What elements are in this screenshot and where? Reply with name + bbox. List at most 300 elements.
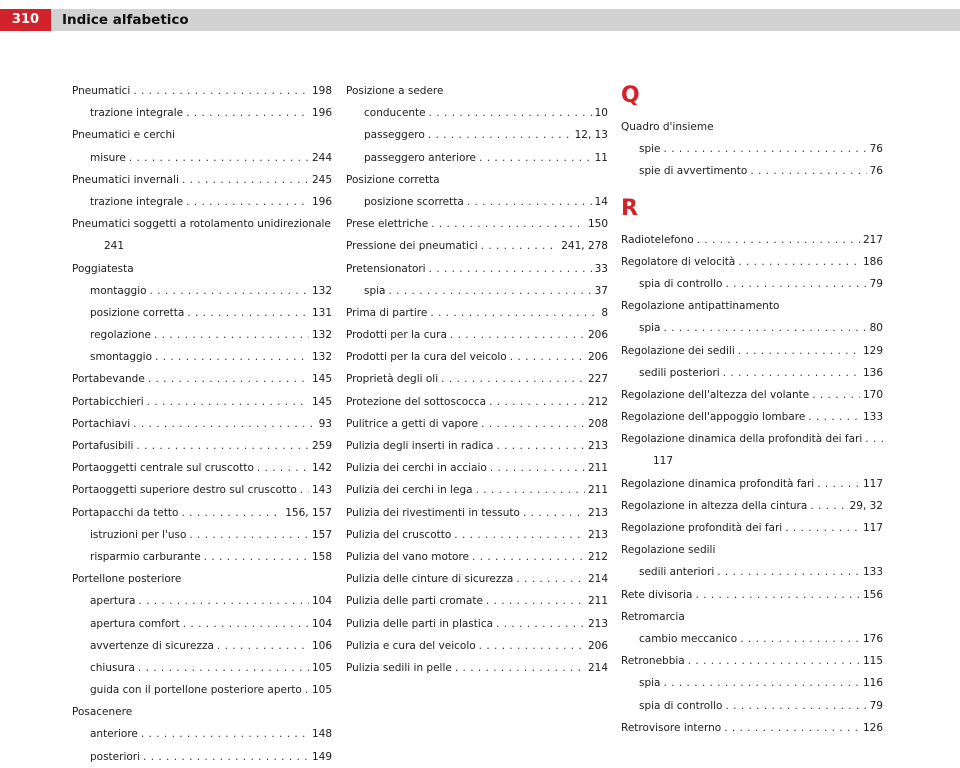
- index-page-ref: 129: [862, 344, 883, 357]
- index-page-ref: 145: [311, 395, 332, 408]
- index-term: spie: [639, 143, 661, 156]
- dot-leader: [428, 124, 572, 146]
- index-page-ref: 29, 32: [849, 499, 883, 512]
- dot-leader: [181, 502, 282, 524]
- index-term: Regolazione dinamica profondità fari: [621, 477, 815, 490]
- index-entry: [621, 650, 883, 672]
- index-term: Retromarcia: [621, 610, 685, 623]
- index-entry: [621, 138, 883, 160]
- index-term: Pulizia dei cerchi in lega: [346, 484, 473, 497]
- dot-leader: [429, 102, 592, 124]
- index-entry: [346, 191, 608, 213]
- index-term: conducente: [364, 107, 426, 120]
- section-letter-q: Q: [621, 83, 640, 108]
- index-page-ref: 211: [587, 595, 608, 608]
- index-entry: [346, 169, 608, 191]
- dot-leader: [725, 273, 866, 295]
- dot-leader: [724, 717, 860, 739]
- index-term: Regolazione dell'appoggio lombare: [621, 411, 806, 424]
- index-entry: [346, 213, 608, 235]
- index-page-ref: 117: [862, 522, 883, 534]
- index-page-ref: 104: [311, 595, 332, 608]
- index-term: Portafusibili: [72, 440, 134, 452]
- index-term: Retrovisore interno: [621, 721, 722, 734]
- index-term: Pulizia dei cerchi in acciaio: [346, 462, 487, 475]
- index-page-ref: 227: [587, 373, 608, 386]
- dot-leader: [136, 435, 309, 457]
- dot-leader: [450, 324, 585, 346]
- dot-leader: [183, 613, 309, 635]
- dot-leader: [523, 502, 585, 524]
- index-entry: [72, 457, 332, 479]
- index-entry: [72, 302, 332, 324]
- dot-leader: [717, 561, 860, 583]
- index-entry: [72, 324, 332, 346]
- dot-leader: [516, 568, 585, 590]
- dot-leader: [429, 258, 592, 280]
- dot-leader: [738, 340, 860, 362]
- index-page-ref: 133: [862, 411, 883, 424]
- index-entry: [346, 368, 608, 390]
- index-term: Regolazione sedili: [621, 544, 716, 557]
- index-entry: [621, 428, 883, 450]
- index-entry: [346, 502, 608, 524]
- index-page-ref: 106: [311, 639, 332, 652]
- index-column-3: [621, 80, 883, 739]
- index-entry: [621, 495, 883, 517]
- dot-leader: [481, 413, 585, 435]
- index-page-ref: 214: [587, 573, 608, 586]
- index-term: posizione scorretta: [364, 195, 464, 208]
- index-entry: [72, 191, 332, 213]
- index-term: Pneumatici e cerchi: [72, 129, 176, 142]
- index-entry: [621, 628, 883, 650]
- index-term: Pulizia sedili in pelle: [346, 661, 452, 674]
- index-term: Regolazione dinamica della profondità dei fari: [621, 433, 863, 446]
- index-entry: [621, 116, 883, 138]
- index-entry: [72, 635, 332, 657]
- index-term: trazione integrale: [90, 195, 184, 208]
- index-page-ref: 214: [587, 661, 608, 674]
- dot-leader: [481, 235, 559, 257]
- dot-leader: [740, 628, 860, 650]
- index-term: Pulizia delle parti in plastica: [346, 617, 494, 630]
- index-entry: [346, 147, 608, 169]
- index-term: Posizione corretta: [346, 173, 440, 186]
- page-title: Indice alfabetico: [62, 12, 189, 28]
- dot-leader: [187, 302, 309, 324]
- dot-leader: [389, 280, 592, 302]
- index-term: Prodotti per la cura del veicolo: [346, 351, 507, 364]
- index-term: Portaoggetti centrale sul cruscotto: [72, 462, 254, 475]
- index-entry: [621, 717, 883, 739]
- index-term: Portachiavi: [72, 417, 131, 430]
- index-term: Portellone posteriore: [72, 573, 182, 586]
- index-term: posizione corretta: [90, 306, 185, 319]
- index-term: spie di avvertimento: [639, 165, 748, 178]
- index-entry: [72, 258, 332, 280]
- index-entry: [621, 295, 883, 317]
- index-page-ref: 8: [601, 306, 608, 319]
- dot-leader: [476, 479, 585, 501]
- index-entry: [72, 280, 332, 302]
- index-entry: [621, 606, 883, 628]
- index-entry: [346, 324, 608, 346]
- index-entry: [346, 524, 608, 546]
- index-entry: [346, 258, 608, 280]
- index-term: Portapacchi da tetto: [72, 506, 179, 519]
- index-page-ref: 206: [587, 351, 608, 364]
- dot-leader: [664, 672, 860, 694]
- section-r-entries: [621, 229, 883, 739]
- index-term: passeggero: [364, 129, 425, 142]
- index-page-ref: 105: [311, 684, 332, 697]
- index-entry: [72, 701, 332, 723]
- dot-leader: [204, 546, 309, 568]
- index-term: misure: [90, 151, 126, 164]
- index-entry: [346, 346, 608, 368]
- dot-leader: [138, 590, 309, 612]
- index-page-ref: 93: [318, 417, 332, 430]
- dot-leader: [688, 650, 860, 672]
- index-entry: [621, 473, 883, 495]
- dot-leader: [810, 495, 846, 517]
- index-entry: [346, 435, 608, 457]
- index-entry: [621, 584, 883, 606]
- index-entry: [72, 657, 332, 679]
- dot-leader: [697, 229, 860, 251]
- index-entry: [72, 502, 332, 524]
- index-term: Pulizia degli inserti in radica: [346, 440, 494, 452]
- dot-leader: [785, 517, 860, 539]
- dot-leader: [750, 160, 866, 182]
- index-term: spia di controllo: [639, 699, 723, 712]
- index-entry: [72, 124, 332, 146]
- index-page-ref: 206: [587, 329, 608, 342]
- index-page-ref: 12, 13: [574, 129, 608, 142]
- index-term: Regolatore di velocità: [621, 255, 736, 268]
- index-entry: [621, 450, 883, 472]
- index-term: Pulizia e cura del veicolo: [346, 639, 476, 652]
- index-entry: [346, 546, 608, 568]
- index-entry: [621, 517, 883, 539]
- index-term: spia di controllo: [639, 277, 723, 290]
- index-entry: [72, 368, 332, 390]
- index-page-ref: 115: [862, 655, 883, 668]
- index-term: Prese elettriche: [346, 218, 429, 231]
- index-page-ref: 37: [594, 284, 608, 297]
- dot-leader: [496, 435, 585, 457]
- index-page-ref: 10: [594, 107, 608, 120]
- index-term: montaggio: [90, 284, 147, 297]
- index-term: Pulizia dei rivestimenti in tessuto: [346, 506, 520, 519]
- index-page-ref: 150: [587, 218, 608, 231]
- index-page-ref: 211: [587, 462, 608, 475]
- index-entry: [72, 391, 332, 413]
- index-entry: [346, 413, 608, 435]
- index-term: Protezione del sottoscocca: [346, 395, 487, 408]
- index-page-ref: 212: [587, 550, 608, 563]
- index-term: risparmio carburante: [90, 550, 201, 563]
- index-entry: [621, 672, 883, 694]
- index-term: Pneumatici soggetti a rotolamento unidirezionale: [72, 218, 331, 231]
- index-term: istruzioni per l'uso: [90, 528, 187, 541]
- index-entry: [346, 235, 608, 257]
- index-page-ref: 244: [311, 151, 332, 164]
- index-term: Portabicchieri: [72, 395, 144, 408]
- dot-leader: [472, 546, 585, 568]
- index-term: Poggiatesta: [72, 262, 134, 275]
- dot-leader: [489, 391, 585, 413]
- dot-leader: [133, 413, 315, 435]
- index-entry: [621, 160, 883, 182]
- index-term: Retronebbia: [621, 655, 685, 668]
- index-page-ref: 14: [594, 195, 608, 208]
- index-page-ref: 211: [587, 484, 608, 497]
- index-entry: [72, 590, 332, 612]
- index-entry: [621, 695, 883, 717]
- index-term: Pretensionatori: [346, 262, 426, 275]
- index-entry: [621, 539, 883, 561]
- dot-leader: [486, 590, 585, 612]
- index-term: spia: [639, 677, 661, 690]
- index-term: apertura: [90, 595, 136, 608]
- index-page-ref: 76: [869, 143, 883, 156]
- dot-leader: [817, 473, 860, 495]
- index-page-ref: 76: [869, 165, 883, 178]
- index-term: guida con il portellone posteriore aperto: [90, 684, 302, 697]
- index-entry: [621, 229, 883, 251]
- index-page-ref: 156: [862, 588, 883, 601]
- index-term: chiusura: [90, 661, 135, 674]
- index-term: Quadro d'insieme: [621, 121, 714, 133]
- dot-leader: [155, 346, 309, 368]
- dot-leader: [695, 584, 859, 606]
- dot-leader: [300, 479, 309, 501]
- dot-leader: [496, 613, 585, 635]
- index-page-ref: 157: [311, 528, 332, 541]
- index-term: Posizione a sedere: [346, 85, 444, 97]
- index-entry: [346, 568, 608, 590]
- index-page-ref: 11: [594, 151, 608, 164]
- index-entry: [72, 235, 332, 257]
- index-entry: [346, 280, 608, 302]
- index-term: apertura comfort: [90, 617, 180, 630]
- index-page-ref: 213: [587, 617, 608, 630]
- index-term: Regolazione dell'altezza del volante: [621, 388, 810, 401]
- index-column-1: [72, 80, 332, 768]
- index-page-ref: 212: [587, 395, 608, 408]
- index-entry: [621, 561, 883, 583]
- dot-leader: [129, 147, 309, 169]
- dot-leader: [510, 346, 585, 368]
- index-term: Pneumatici: [72, 85, 131, 97]
- dot-leader: [454, 524, 585, 546]
- dot-leader: [430, 302, 598, 324]
- index-term: Pulizia del cruscotto: [346, 528, 452, 541]
- index-term: Portaoggetti superiore destro sul cruscotto: [72, 484, 297, 497]
- index-term: Rete divisoria: [621, 588, 693, 601]
- dot-leader: [865, 428, 887, 450]
- index-term: Prima di partire: [346, 306, 428, 319]
- index-page-ref: 217: [862, 233, 883, 246]
- dot-leader: [182, 169, 309, 191]
- index-page-ref: 126: [862, 721, 883, 734]
- index-term: Pneumatici invernali: [72, 173, 179, 186]
- index-entry: [346, 590, 608, 612]
- dot-leader: [257, 457, 309, 479]
- index-page-ref: 213: [587, 528, 608, 541]
- index-page-ref: 116: [862, 677, 883, 690]
- dot-leader: [154, 324, 309, 346]
- dot-leader: [186, 102, 309, 124]
- dot-leader: [467, 191, 592, 213]
- index-entry: [72, 169, 332, 191]
- index-page-ref: 245: [311, 173, 332, 186]
- dot-leader: [143, 746, 309, 768]
- dot-leader: [189, 524, 309, 546]
- index-term: Pulizia delle parti cromate: [346, 595, 483, 608]
- index-page-ref: 186: [862, 255, 883, 268]
- dot-leader: [738, 251, 860, 273]
- index-term: Prodotti per la cura: [346, 329, 447, 342]
- index-entry: [621, 317, 883, 339]
- index-entry: [72, 679, 332, 701]
- dot-leader: [441, 368, 585, 390]
- dot-leader: [138, 657, 309, 679]
- index-entry: [72, 546, 332, 568]
- index-entry: [346, 124, 608, 146]
- index-page-ref: 145: [311, 373, 332, 386]
- index-term: Radiotelefono: [621, 233, 694, 246]
- index-term: smontaggio: [90, 351, 153, 364]
- index-entry: [72, 746, 332, 768]
- index-term: spia: [364, 284, 386, 297]
- index-page-ref: 117: [862, 477, 883, 490]
- index-page-ref: 259: [311, 440, 332, 452]
- index-page-ref: 136: [862, 366, 883, 379]
- index-term: Posacenere: [72, 706, 133, 719]
- index-entry: [346, 391, 608, 413]
- index-term: Regolazione dei sedili: [621, 344, 735, 357]
- index-entry: [621, 362, 883, 384]
- dot-leader: [141, 723, 309, 745]
- dot-leader: [725, 695, 866, 717]
- dot-leader: [812, 384, 860, 406]
- index-page-ref: 132: [311, 329, 332, 342]
- dot-leader: [455, 657, 585, 679]
- index-term: anteriore: [90, 728, 138, 741]
- index-entry: [621, 384, 883, 406]
- dot-leader: [148, 368, 309, 390]
- index-page-ref: 158: [311, 550, 332, 563]
- index-column-2: [346, 80, 608, 679]
- index-entry: [72, 723, 332, 745]
- index-entry: [72, 613, 332, 635]
- index-page-ref: 132: [311, 351, 332, 364]
- index-term: cambio meccanico: [639, 632, 738, 645]
- index-entry: [346, 657, 608, 679]
- index-entry: [621, 251, 883, 273]
- index-term: sedili posteriori: [639, 366, 720, 379]
- index-term: Regolazione profondità dei fari: [621, 522, 783, 534]
- index-page-ref: 132: [311, 284, 332, 297]
- index-term: avvertenze di sicurezza: [90, 639, 214, 652]
- index-page-ref: 143: [311, 484, 332, 497]
- index-page-ref: 196: [311, 195, 332, 208]
- index-entry: [621, 273, 883, 295]
- index-entry: [72, 346, 332, 368]
- index-term: Pulizia del vano motore: [346, 550, 470, 563]
- index-page-ref: 105: [311, 661, 332, 674]
- index-entry: [346, 302, 608, 324]
- index-term: Proprietà degli oli: [346, 373, 439, 386]
- index-term: Pulitrice a getti di vapore: [346, 417, 479, 430]
- index-page-ref: 33: [594, 262, 608, 275]
- index-term: regolazione: [90, 329, 151, 342]
- index-page-ref: 213: [587, 440, 608, 452]
- index-page-ref: 79: [869, 699, 883, 712]
- index-term: Regolazione in altezza della cintura: [621, 499, 808, 512]
- index-entry: [72, 568, 332, 590]
- index-entry: [72, 213, 332, 235]
- index-term: trazione integrale: [90, 107, 184, 120]
- dot-leader: [479, 147, 592, 169]
- dot-leader: [217, 635, 309, 657]
- dot-leader: [133, 80, 309, 102]
- dot-leader: [723, 362, 860, 384]
- index-page-ref: 208: [587, 417, 608, 430]
- index-term: 241: [104, 240, 125, 253]
- index-entry: [346, 457, 608, 479]
- index-entry: [621, 406, 883, 428]
- index-term: posteriori: [90, 750, 141, 763]
- index-page-ref: 198: [311, 85, 332, 97]
- index-page-ref: 133: [862, 566, 883, 579]
- index-entry: [346, 479, 608, 501]
- index-page-ref: 196: [311, 107, 332, 120]
- dot-leader: [186, 191, 309, 213]
- index-page-ref: 79: [869, 277, 883, 290]
- dot-leader: [808, 406, 860, 428]
- index-term: 117: [653, 455, 674, 468]
- index-page-ref: 206: [587, 639, 608, 652]
- index-term: sedili anteriori: [639, 566, 715, 579]
- index-entry: [72, 80, 332, 102]
- index-entry: [346, 80, 608, 102]
- index-entry: [346, 613, 608, 635]
- dot-leader: [431, 213, 585, 235]
- section-q-entries: [621, 116, 883, 183]
- index-page-ref: 170: [862, 388, 883, 401]
- index-entry: [621, 340, 883, 362]
- index-page-ref: 241, 278: [561, 240, 608, 253]
- index-entry: [72, 102, 332, 124]
- index-term: Pulizia delle cinture di sicurezza: [346, 573, 514, 586]
- index-term: Portabevande: [72, 373, 145, 386]
- dot-leader: [490, 457, 585, 479]
- index-entry: [346, 102, 608, 124]
- dot-leader: [664, 317, 867, 339]
- dot-leader: [150, 280, 309, 302]
- index-term: spia: [639, 322, 661, 335]
- index-entry: [72, 147, 332, 169]
- page-number: 310: [0, 9, 51, 31]
- index-page-ref: 156, 157: [285, 506, 332, 519]
- index-page-ref: 131: [311, 306, 332, 319]
- index-entry: [72, 435, 332, 457]
- section-letter-r: R: [621, 195, 638, 221]
